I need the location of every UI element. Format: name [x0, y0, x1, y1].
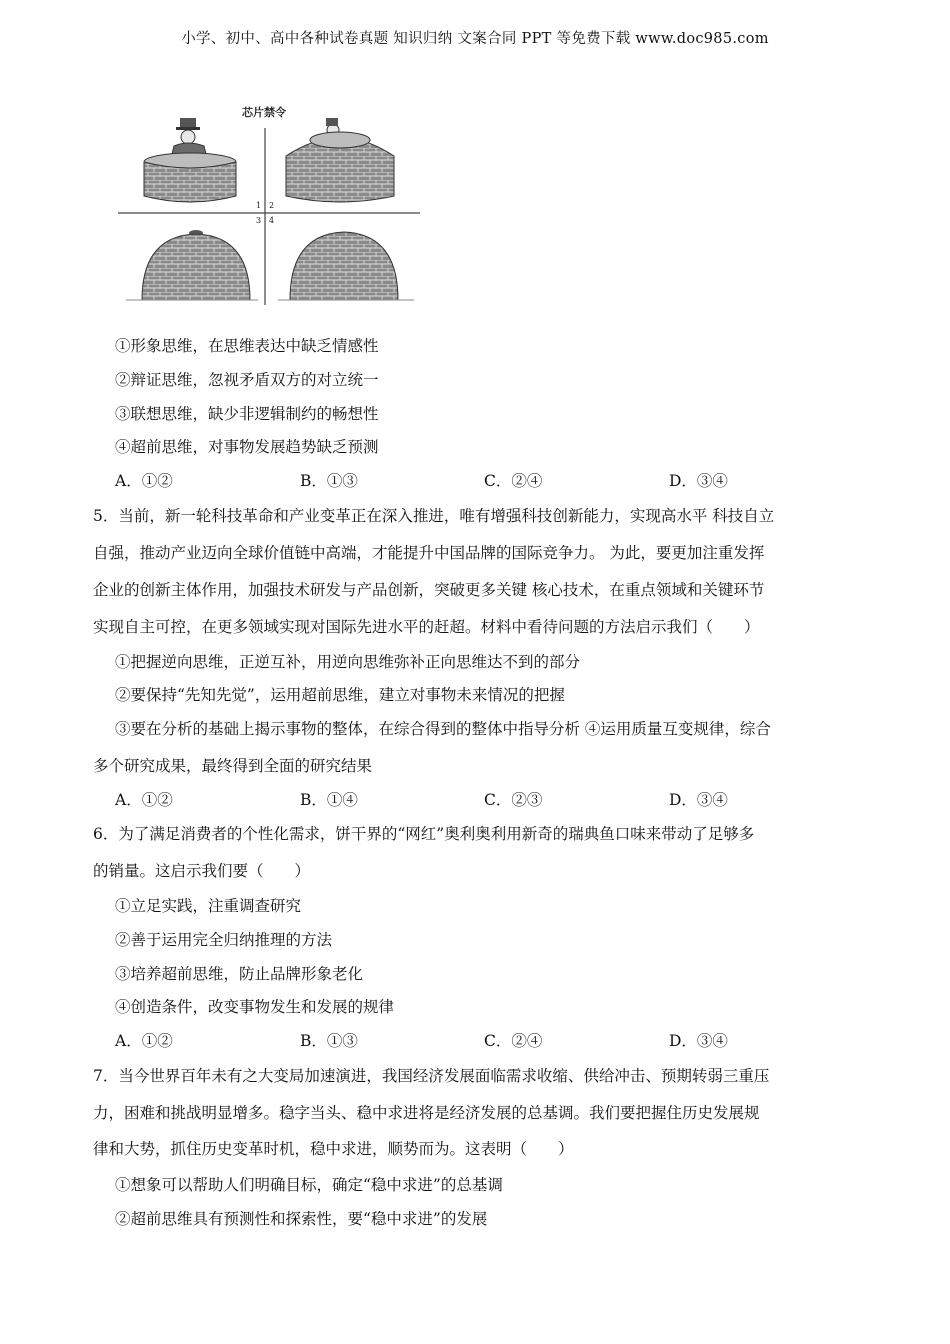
panel-4-closed-dome [278, 232, 414, 300]
q5-option-d[interactable]: D．③④ [669, 791, 728, 809]
panel-1-man-in-wall [144, 118, 236, 202]
q6-stem-line-2: 的销量。这启示我们要（ ） [93, 862, 311, 880]
panel-2-taller-wall [286, 118, 394, 202]
q6-statement-2: ②善于运用完全归纳推理的方法 [115, 931, 333, 949]
q7-stem-line-2: 力，困难和挑战明显增多。稳字当头、稳中求进将是经济发展的总基调。我们要把握住历史发展规 [93, 1104, 760, 1122]
q4-statement-4: ④超前思维，对事物发展趋势缺乏预测 [115, 438, 379, 456]
q5-statement-3: ③要在分析的基础上揭示事物的整体，在综合得到的整体中指导分析 ④运用质量互变规律，综合 [115, 720, 771, 738]
q6-statement-3: ③培养超前思维，防止品牌形象老化 [115, 965, 364, 983]
q6-option-b[interactable]: B．①③ [300, 1032, 358, 1050]
q7-stem-line-3: 律和大势，抓住历史变革时机，稳中求进，顺势而为。这表明（ ） [93, 1140, 574, 1158]
q4-option-a[interactable]: A．①② [115, 472, 173, 490]
panel-label-2: 2 [269, 201, 275, 210]
q6-option-a[interactable]: A．①② [115, 1032, 173, 1050]
q6-statement-4: ④创造条件，改变事物发生和发展的规律 [115, 998, 395, 1016]
panel-label-3: 3 [256, 216, 262, 225]
q5-option-a[interactable]: A．①② [115, 791, 173, 809]
q4-option-d[interactable]: D．③④ [669, 472, 728, 490]
q7-statement-2: ②超前思维具有预测性和探索性，要“稳中求进”的发展 [115, 1210, 488, 1228]
q4-option-b[interactable]: B．①③ [300, 472, 358, 490]
q5-statement-2: ②要保持“先知先觉”，运用超前思维，建立对事物未来情况的把握 [115, 686, 565, 704]
q5-statement-4-cont: 多个研究成果，最终得到全面的研究结果 [93, 757, 373, 775]
q7-statement-1: ①想象可以帮助人们明确目标，确定“稳中求进”的总基调 [115, 1176, 503, 1194]
q5-stem-line-3: 企业的创新主体作用，加强技术研发与产品创新，突破更多关键 核心技术，在重点领域和关键环节 [93, 581, 765, 599]
cartoon-title: 芯片禁令 [242, 106, 286, 119]
q5-option-c[interactable]: C．②③ [484, 791, 543, 809]
q6-option-d[interactable]: D．③④ [669, 1032, 728, 1050]
page-header: 小学、初中、高中各种试卷真题 知识归纳 文案合同 PPT 等免费下载 www.doc985.com [181, 31, 769, 47]
q5-stem-line-2: 自强，推动产业迈向全球价值链中高端，才能提升中国品牌的国际竞争力。 为此，要更加注重发挥 [93, 544, 765, 562]
q4-statement-1: ①形象思维，在思维表达中缺乏情感性 [115, 337, 379, 355]
q7-stem-line-1: 7．当今世界百年未有之大变局加速演进，我国经济发展面临需求收缩、供给冲击、预期转弱三重压 [93, 1067, 770, 1085]
q4-statement-3: ③联想思维，缺少非逻辑制约的畅想性 [115, 405, 379, 423]
q6-statement-1: ①立足实践，注重调查研究 [115, 897, 302, 915]
q4-option-c[interactable]: C．②④ [484, 472, 543, 490]
q5-stem-line-1: 5．当前，新一轮科技革命和产业变革正在深入推进，唯有增强科技创新能力，实现高水平 科技自立 [93, 507, 775, 525]
q5-statement-1: ①把握逆向思维，正逆互补，用逆向思维弥补正向思维达不到的部分 [115, 653, 581, 671]
q6-stem-line-1: 6．为了满足消费者的个性化需求，饼干界的“网红”奥利奥利用新奇的瑞典鱼口味来带动了足够多 [93, 825, 755, 843]
panel-label-1: 1 [256, 201, 262, 210]
chip-ban-cartoon [118, 100, 422, 312]
panel-3-dome-with-hat [126, 230, 258, 300]
panel-label-4: 4 [269, 216, 275, 225]
q6-option-c[interactable]: C．②④ [484, 1032, 543, 1050]
q4-statement-2: ②辩证思维，忽视矛盾双方的对立统一 [115, 371, 379, 389]
q5-stem-line-4: 实现自主可控，在更多领域实现对国际先进水平的赶超。材料中看待问题的方法启示我们（ ） [93, 618, 760, 636]
q5-option-b[interactable]: B．①④ [300, 791, 358, 809]
